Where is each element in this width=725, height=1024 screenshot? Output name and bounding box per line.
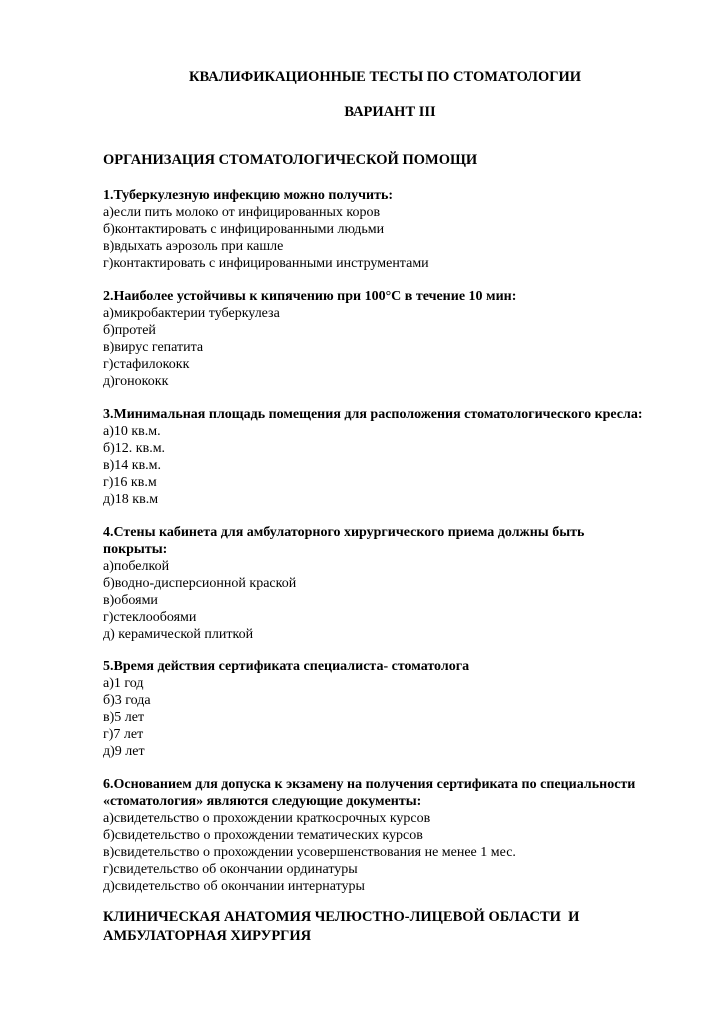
document-title: КВАЛИФИКАЦИОННЫЕ ТЕСТЫ ПО СТОМАТОЛОГИИ: [188, 69, 582, 85]
answer-option: д)гонококк: [103, 374, 169, 389]
answer-option: а)побелкой: [103, 559, 170, 574]
answer-option: в)вдыхать аэрозоль при кашле: [103, 239, 284, 254]
question-text: 2.Наиболее устойчивы к кипячению при 100°С в течение 10 мин:: [103, 289, 517, 304]
question-text: 5.Время действия сертификата специалиста- стоматолога: [103, 659, 470, 674]
answer-option: д)свидетельство об окончании интернатуры: [103, 879, 365, 894]
question-block: [103, 406, 683, 508]
section-heading-line: АМБУЛАТОРНАЯ ХИРУРГИЯ: [103, 928, 312, 944]
answer-option: б)водно-дисперсионной краской: [103, 576, 297, 591]
answer-option: г)стеклообоями: [103, 610, 197, 625]
answer-option: г)7 лет: [103, 727, 144, 742]
question-block: [103, 187, 683, 272]
section-heading-line: КЛИНИЧЕСКАЯ АНАТОМИЯ ЧЕЛЮСТНО-ЛИЦЕВОЙ ОБЛАСТИ И: [103, 909, 580, 925]
question-text: «стоматология» являются следующие документы:: [103, 794, 422, 809]
answer-option: г)16 кв.м: [103, 475, 157, 490]
answer-option: б)свидетельство о прохождении тематических курсов: [103, 828, 423, 843]
answer-option: б)12. кв.м.: [103, 441, 166, 456]
answer-option: а)если пить молоко от инфицированных коров: [103, 205, 381, 220]
answer-option: г)контактировать с инфицированными инструментами: [103, 256, 429, 271]
question-text: 4.Стены кабинета для амбулаторного хирургического приема должны быть: [103, 525, 585, 540]
question-block: [103, 776, 683, 895]
question-block: [103, 524, 683, 643]
question-block: [103, 658, 683, 760]
answer-option: д) керамической плиткой: [103, 627, 254, 642]
question-block: [103, 288, 683, 390]
question-text: 3.Минимальная площадь помещения для расположения стоматологического кресла:: [103, 407, 643, 422]
answer-option: г)свидетельство об окончании ординатуры: [103, 862, 358, 877]
answer-option: г)стафилококк: [103, 357, 190, 372]
section-heading: [103, 908, 683, 946]
answer-option: а)10 кв.м.: [103, 424, 161, 439]
variant-title: ВАРИАНТ III: [344, 104, 436, 120]
answer-option: а)микробактерии туберкулеза: [103, 306, 280, 321]
answer-option: в)14 кв.м.: [103, 458, 162, 473]
answer-option: а)1 год: [103, 676, 144, 691]
section-heading: ОРГАНИЗАЦИЯ СТОМАТОЛОГИЧЕСКОЙ ПОМОЩИ: [103, 152, 478, 168]
answer-option: в)5 лет: [103, 710, 145, 725]
question-text: 6.Основанием для допуска к экзамену на получения сертификата по специальности: [103, 777, 636, 792]
answer-option: б)протей: [103, 323, 156, 338]
question-text: покрыты:: [103, 542, 168, 557]
answer-option: в)свидетельство о прохождении усовершенствования не менее 1 мес.: [103, 845, 516, 860]
answer-option: д)18 кв.м: [103, 492, 159, 507]
answer-option: в)вирус гепатита: [103, 340, 204, 355]
question-text: 1.Туберкулезную инфекцию можно получить:: [103, 188, 394, 203]
answer-option: б)контактировать с инфицированными людьми: [103, 222, 385, 237]
answer-option: в)обоями: [103, 593, 158, 608]
answer-option: а)свидетельство о прохождении краткосрочных курсов: [103, 811, 431, 826]
answer-option: д)9 лет: [103, 744, 145, 759]
answer-option: б)3 года: [103, 693, 151, 708]
